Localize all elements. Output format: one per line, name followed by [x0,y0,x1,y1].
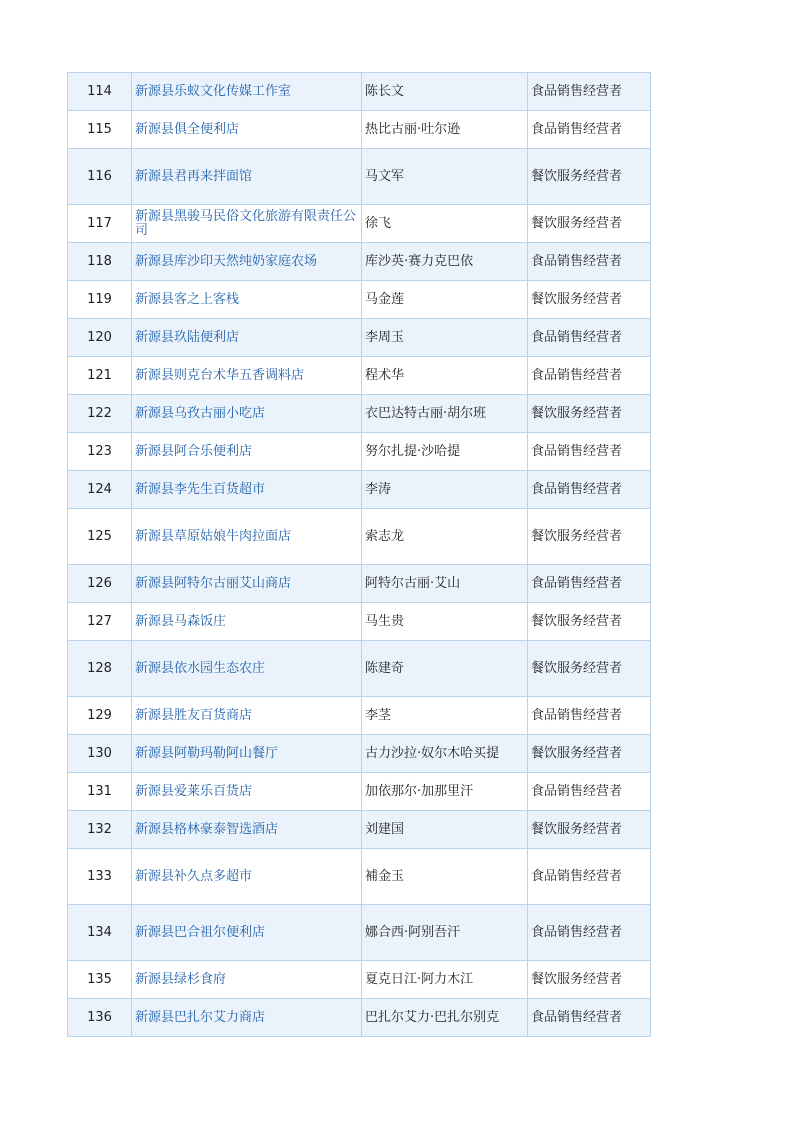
business-type-cell: 餐饮服务经营者 [528,811,651,849]
business-type-cell: 食品销售经营者 [528,697,651,735]
row-number-cell: 120 [68,319,132,357]
business-name-cell[interactable]: 新源县阿合乐便利店 [132,433,362,471]
table-row [68,999,651,1037]
responsible-person-cell: 努尔扎提·沙哈提 [362,433,528,471]
row-number-cell: 125 [68,509,132,565]
business-name-cell[interactable]: 新源县俱全便利店 [132,111,362,149]
business-name-cell[interactable]: 新源县巴扎尔艾力商店 [132,999,362,1037]
table-row [68,149,651,205]
table-row [68,319,651,357]
business-type-cell: 餐饮服务经营者 [528,281,651,319]
row-number-cell: 133 [68,849,132,905]
business-type-cell: 餐饮服务经营者 [528,961,651,999]
business-name-cell[interactable]: 新源县胜友百货商店 [132,697,362,735]
business-type-cell: 餐饮服务经营者 [528,641,651,697]
table-row [68,243,651,281]
responsible-person-cell: 陈建奇 [362,641,528,697]
business-type-cell: 餐饮服务经营者 [528,735,651,773]
business-type-cell: 食品销售经营者 [528,849,651,905]
row-number-cell: 118 [68,243,132,281]
business-name-cell[interactable]: 新源县马森饭庄 [132,603,362,641]
row-number-cell: 130 [68,735,132,773]
table-row [68,395,651,433]
business-type-cell: 食品销售经营者 [528,319,651,357]
business-name-cell[interactable]: 新源县乌孜古丽小吃店 [132,395,362,433]
business-type-cell: 餐饮服务经营者 [528,603,651,641]
responsible-person-cell: 库沙英·赛力克巴依 [362,243,528,281]
business-name-cell[interactable]: 新源县黑骏马民俗文化旅游有限责任公司 [132,205,362,243]
business-name-cell[interactable]: 新源县君再来拌面馆 [132,149,362,205]
records-table-container [67,72,650,1037]
responsible-person-cell: 刘建国 [362,811,528,849]
table-row [68,281,651,319]
business-name-cell[interactable]: 新源县爱莱乐百货店 [132,773,362,811]
business-type-cell: 餐饮服务经营者 [528,149,651,205]
responsible-person-cell: 衣巴达特古丽·胡尔班 [362,395,528,433]
row-number-cell: 116 [68,149,132,205]
row-number-cell: 121 [68,357,132,395]
business-type-cell: 餐饮服务经营者 [528,509,651,565]
responsible-person-cell: 阿特尔古丽·艾山 [362,565,528,603]
row-number-cell: 117 [68,205,132,243]
row-number-cell: 132 [68,811,132,849]
table-row [68,565,651,603]
table-row [68,603,651,641]
responsible-person-cell: 陈长文 [362,73,528,111]
responsible-person-cell: 索志龙 [362,509,528,565]
responsible-person-cell: 李茎 [362,697,528,735]
records-table-body [68,73,651,1037]
business-name-cell[interactable]: 新源县绿杉食府 [132,961,362,999]
business-name-cell[interactable]: 新源县玖陆便利店 [132,319,362,357]
table-row [68,509,651,565]
business-type-cell: 餐饮服务经营者 [528,395,651,433]
business-type-cell: 食品销售经营者 [528,999,651,1037]
business-type-cell: 食品销售经营者 [528,243,651,281]
business-type-cell: 食品销售经营者 [528,905,651,961]
responsible-person-cell: 马金莲 [362,281,528,319]
table-row [68,961,651,999]
table-row [68,773,651,811]
responsible-person-cell: 巴扎尔艾力·巴扎尔别克 [362,999,528,1037]
business-type-cell: 食品销售经营者 [528,433,651,471]
table-row [68,697,651,735]
row-number-cell: 129 [68,697,132,735]
row-number-cell: 114 [68,73,132,111]
business-name-cell[interactable]: 新源县库沙印天然纯奶家庭农场 [132,243,362,281]
business-name-cell[interactable]: 新源县草原姑娘牛肉拉面店 [132,509,362,565]
responsible-person-cell: 马生贵 [362,603,528,641]
business-name-cell[interactable]: 新源县客之上客栈 [132,281,362,319]
row-number-cell: 122 [68,395,132,433]
business-name-cell[interactable]: 新源县补久点多超市 [132,849,362,905]
responsible-person-cell: 古力沙拉·奴尔木哈买提 [362,735,528,773]
records-table [67,72,651,1037]
table-row [68,735,651,773]
business-type-cell: 食品销售经营者 [528,565,651,603]
business-name-cell[interactable]: 新源县阿勒玛勒阿山餐厅 [132,735,362,773]
table-row [68,905,651,961]
row-number-cell: 128 [68,641,132,697]
business-name-cell[interactable]: 新源县则克台术华五香调料店 [132,357,362,395]
responsible-person-cell: 热比古丽·吐尔逊 [362,111,528,149]
row-number-cell: 124 [68,471,132,509]
row-number-cell: 136 [68,999,132,1037]
business-type-cell: 餐饮服务经营者 [528,205,651,243]
table-row [68,641,651,697]
business-name-cell[interactable]: 新源县巴合祖尔便利店 [132,905,362,961]
row-number-cell: 126 [68,565,132,603]
responsible-person-cell: 马文军 [362,149,528,205]
business-type-cell: 食品销售经营者 [528,471,651,509]
responsible-person-cell: 加依那尔·加那里汗 [362,773,528,811]
row-number-cell: 134 [68,905,132,961]
business-name-cell[interactable]: 新源县李先生百货超市 [132,471,362,509]
responsible-person-cell: 徐飞 [362,205,528,243]
table-row [68,205,651,243]
responsible-person-cell: 夏克日江·阿力木江 [362,961,528,999]
row-number-cell: 131 [68,773,132,811]
row-number-cell: 115 [68,111,132,149]
business-type-cell: 食品销售经营者 [528,111,651,149]
table-row [68,433,651,471]
business-name-cell[interactable]: 新源县格林豪泰智选酒店 [132,811,362,849]
row-number-cell: 123 [68,433,132,471]
business-type-cell: 食品销售经营者 [528,773,651,811]
responsible-person-cell: 李涛 [362,471,528,509]
business-type-cell: 食品销售经营者 [528,357,651,395]
row-number-cell: 135 [68,961,132,999]
responsible-person-cell: 娜合西·阿别吾汗 [362,905,528,961]
table-row [68,357,651,395]
business-name-cell[interactable]: 新源县依水园生态农庄 [132,641,362,697]
business-name-cell[interactable]: 新源县阿特尔古丽艾山商店 [132,565,362,603]
table-row [68,111,651,149]
responsible-person-cell: 李周玉 [362,319,528,357]
row-number-cell: 119 [68,281,132,319]
responsible-person-cell: 程术华 [362,357,528,395]
table-row [68,471,651,509]
row-number-cell: 127 [68,603,132,641]
table-row [68,73,651,111]
responsible-person-cell: 補金玉 [362,849,528,905]
table-row [68,811,651,849]
table-row [68,849,651,905]
business-type-cell: 食品销售经营者 [528,73,651,111]
business-name-cell[interactable]: 新源县乐蚁文化传媒工作室 [132,73,362,111]
